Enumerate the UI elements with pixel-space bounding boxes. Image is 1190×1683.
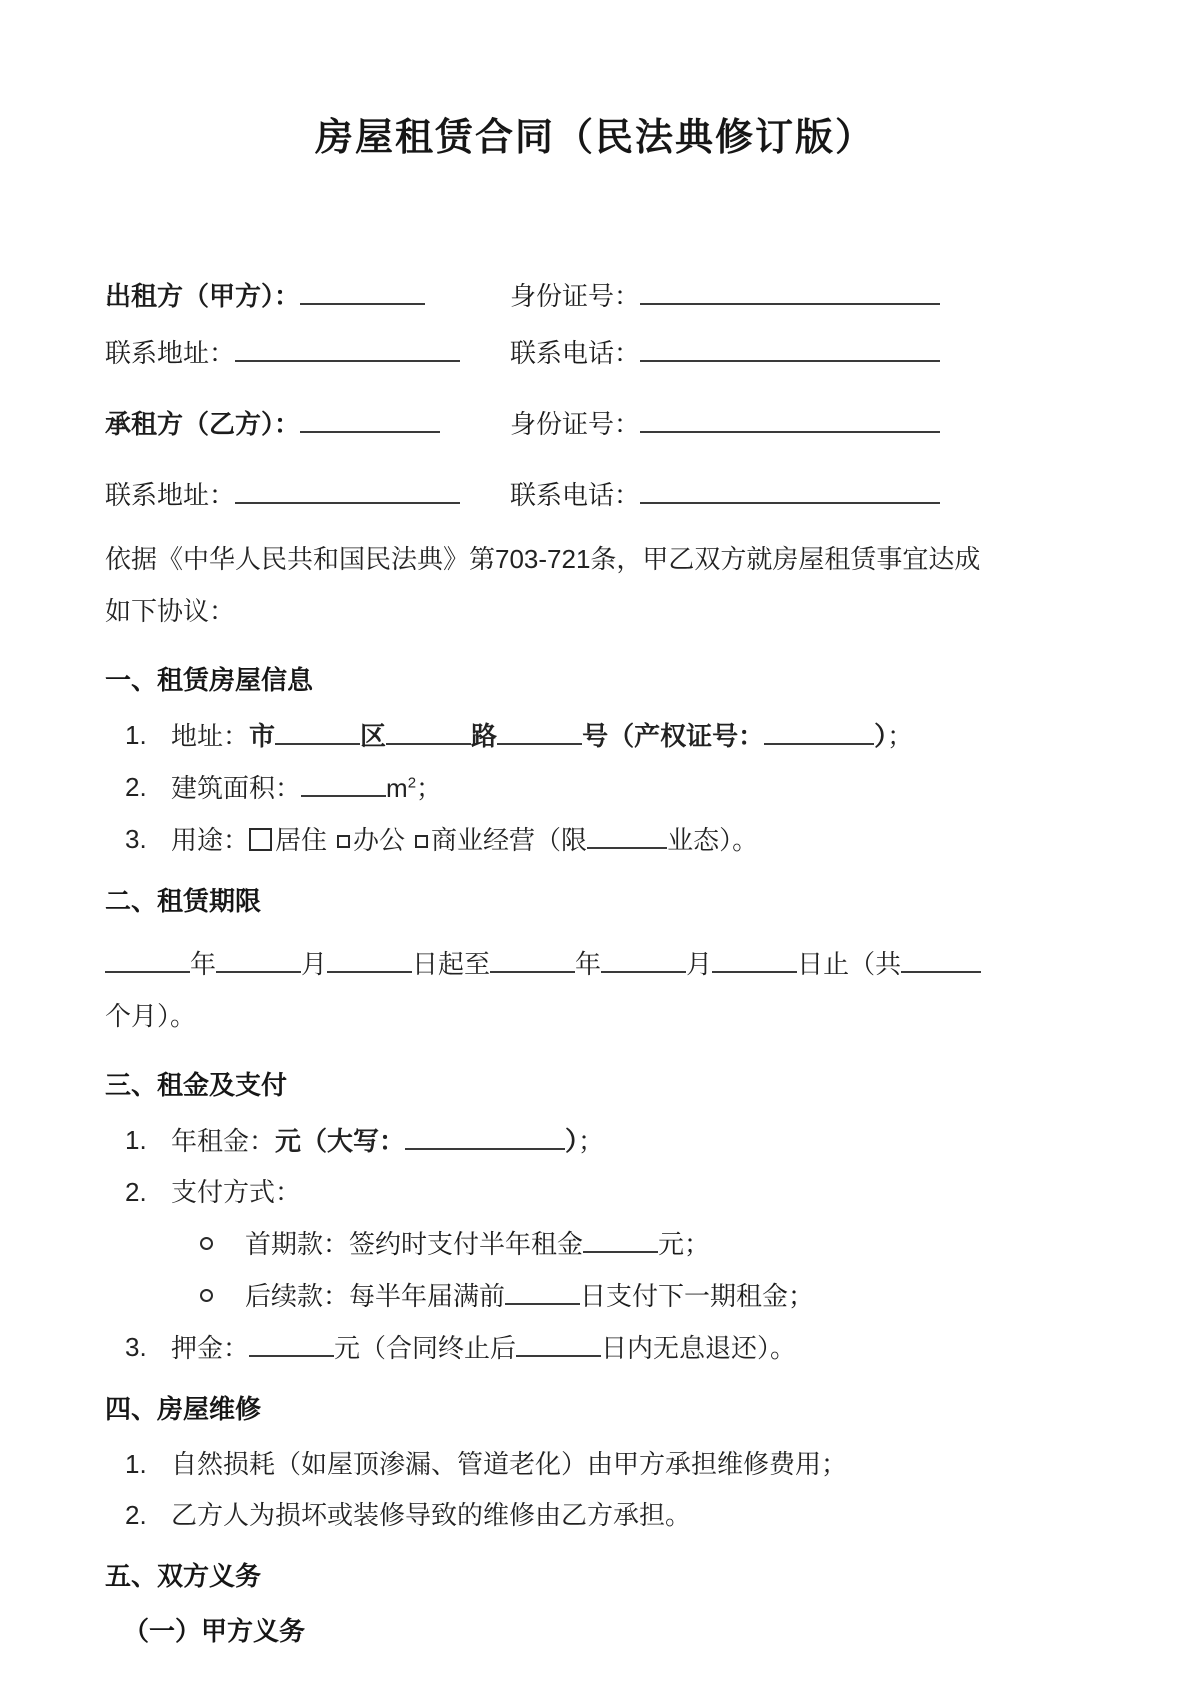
tenant-damage-text: 乙方人为损坏或装修导致的维修由乙方承担。 bbox=[171, 1500, 692, 1530]
lessee-contact-row bbox=[105, 476, 1085, 512]
lessor-id-group bbox=[510, 277, 1085, 313]
section5-heading: 五、双方义务 bbox=[105, 1561, 262, 1591]
payment-method-item bbox=[105, 1174, 1085, 1210]
lease-term-paragraph bbox=[105, 938, 1085, 1042]
deed-number-blank-field bbox=[764, 717, 874, 745]
section1-heading: 一、租赁房屋信息 bbox=[105, 665, 314, 695]
item-number: 3. bbox=[125, 1332, 147, 1362]
item-number: 2. bbox=[125, 1500, 147, 1530]
deposit-item-text bbox=[171, 1329, 1085, 1366]
section4-heading: 四、房屋维修 bbox=[105, 1394, 262, 1424]
lessee-name-group bbox=[105, 405, 510, 441]
annual-rent-item-text bbox=[171, 1122, 1085, 1159]
usage-label: 用途： bbox=[171, 825, 250, 855]
month-label: 月 bbox=[301, 949, 328, 979]
end-year-blank-field bbox=[490, 945, 575, 973]
road-label: 路 bbox=[471, 721, 498, 751]
end-month-blank-field bbox=[601, 945, 686, 973]
preamble-line2: 如下协议： bbox=[105, 596, 236, 626]
address-item-text bbox=[171, 717, 1085, 754]
item-number: 1. bbox=[125, 1449, 147, 1479]
lessee-phone-group bbox=[510, 476, 1085, 512]
first-payment-text: 首期款：签约时支付半年租金 bbox=[245, 1229, 584, 1259]
section3-heading: 三、租金及支付 bbox=[105, 1070, 288, 1100]
contract-title: 房屋租赁合同（民法典修订版） bbox=[314, 117, 875, 159]
annual-rent-item bbox=[105, 1122, 1085, 1159]
annual-rent-label: 年租金： bbox=[171, 1126, 276, 1156]
party-a-obligations-subheading: （一）甲方义务 bbox=[123, 1616, 306, 1646]
first-payment-end: 元； bbox=[658, 1229, 711, 1259]
area-unit-superscript: 2 bbox=[407, 774, 417, 792]
lessor-label: 出租方（甲方）： bbox=[105, 281, 301, 311]
payment-method-label: 支付方式： bbox=[171, 1177, 302, 1207]
area-item bbox=[105, 769, 1085, 806]
address-item bbox=[105, 717, 1085, 754]
deposit-mid-text: 元（合同终止后 bbox=[334, 1333, 517, 1363]
lessor-name-blank-field bbox=[300, 277, 425, 305]
tenant-damage-item bbox=[105, 1497, 1085, 1533]
semicolon: ； bbox=[578, 1126, 605, 1156]
business-type-blank-field bbox=[587, 821, 667, 849]
item-number: 3. bbox=[125, 824, 147, 854]
usage-option-residence: 居住 bbox=[275, 825, 328, 855]
checkbox-office-icon bbox=[337, 835, 350, 848]
usage-item-text bbox=[171, 821, 1085, 858]
start-to-label: 日起至 bbox=[412, 949, 491, 979]
semicolon: ； bbox=[887, 721, 914, 751]
item-number: 1. bbox=[125, 720, 147, 750]
city-label: 市 bbox=[249, 721, 276, 751]
year-label: 年 bbox=[575, 949, 602, 979]
first-payment-subitem bbox=[105, 1225, 1085, 1262]
usage-item bbox=[105, 821, 1085, 858]
first-payment-blank-field bbox=[583, 1225, 658, 1253]
usage-option-commercial-end: 业态）。 bbox=[667, 825, 759, 855]
end-day-blank-field bbox=[712, 945, 797, 973]
lessor-phone-group bbox=[510, 334, 1085, 370]
party-spacer bbox=[105, 391, 1085, 405]
deposit-amount-blank-field bbox=[249, 1329, 334, 1357]
area-unit: m bbox=[386, 773, 408, 803]
subsequent-payment-end: 日支付下一期租金； bbox=[580, 1281, 815, 1311]
lessee-address-blank-field bbox=[235, 476, 460, 504]
close-paren: ） bbox=[565, 1126, 579, 1156]
close-paren: ） bbox=[874, 721, 888, 751]
address-label: 地址： bbox=[171, 721, 250, 751]
lessee-id-label: 身份证号： bbox=[510, 409, 641, 439]
checkbox-residence-icon bbox=[249, 828, 272, 851]
item-number: 2. bbox=[125, 772, 147, 802]
lessee-label: 承租方（乙方）： bbox=[105, 409, 301, 439]
natural-wear-text: 自然损耗（如屋顶渗漏、管道老化）由甲方承担维修费用； bbox=[171, 1449, 848, 1479]
end-total-label: 日止（共 bbox=[797, 949, 902, 979]
subsequent-payment-blank-field bbox=[505, 1277, 580, 1305]
road-blank-field bbox=[497, 717, 582, 745]
rent-capital-blank-field bbox=[405, 1122, 565, 1150]
section2-heading: 二、租赁期限 bbox=[105, 886, 262, 916]
lessor-phone-label: 联系电话： bbox=[510, 338, 641, 368]
lessor-address-blank-field bbox=[235, 334, 460, 362]
party-spacer bbox=[105, 462, 1085, 476]
subsequent-payment-text: 后续款：每半年届满前 bbox=[245, 1281, 506, 1311]
rent-capital-label: 元（大写： bbox=[275, 1126, 406, 1156]
deposit-label: 押金： bbox=[171, 1333, 250, 1363]
first-payment-text-group bbox=[245, 1225, 710, 1262]
district-label: 区 bbox=[360, 721, 387, 751]
subsequent-payment-subitem bbox=[105, 1277, 1085, 1314]
lessor-id-label: 身份证号： bbox=[510, 281, 641, 311]
natural-wear-item bbox=[105, 1446, 1085, 1482]
months-suffix: 个月）。 bbox=[105, 1001, 197, 1031]
month-label: 月 bbox=[686, 949, 713, 979]
area-item-text bbox=[171, 769, 1085, 806]
preamble-line1: 依据《中华人民共和国民法典》第703-721条，甲乙双方就房屋租赁事宜达成 bbox=[105, 544, 981, 574]
deposit-days-blank-field bbox=[516, 1329, 601, 1357]
district-blank-field bbox=[386, 717, 471, 745]
number-deed-label: 号（产权证号： bbox=[582, 721, 765, 751]
deposit-item bbox=[105, 1329, 1085, 1366]
deposit-end-text: 日内无息退还）。 bbox=[601, 1333, 797, 1363]
lessor-name-group bbox=[105, 277, 510, 313]
lessor-contact-row bbox=[105, 334, 1085, 370]
lessee-row bbox=[105, 405, 1085, 441]
lessee-phone-label: 联系电话： bbox=[510, 480, 641, 510]
year-label: 年 bbox=[190, 949, 217, 979]
semicolon: ； bbox=[416, 773, 443, 803]
total-months-blank-field bbox=[901, 945, 981, 973]
lessor-row bbox=[105, 277, 1085, 313]
lessee-address-group bbox=[105, 476, 510, 512]
usage-option-office: 办公 bbox=[353, 825, 406, 855]
lessor-phone-blank-field bbox=[640, 334, 940, 362]
start-month-blank-field bbox=[216, 945, 301, 973]
lessee-id-group bbox=[510, 405, 1085, 441]
area-blank-field bbox=[301, 769, 386, 797]
item-number: 1. bbox=[125, 1125, 147, 1155]
start-day-blank-field bbox=[327, 945, 412, 973]
lessee-phone-blank-field bbox=[640, 476, 940, 504]
lessee-address-label: 联系地址： bbox=[105, 480, 236, 510]
lessee-name-blank-field bbox=[300, 405, 440, 433]
preamble-paragraph bbox=[105, 533, 1085, 637]
circle-bullet-icon bbox=[200, 1289, 213, 1302]
lessee-id-blank-field bbox=[640, 405, 940, 433]
usage-option-commercial: 商业经营（限 bbox=[431, 825, 588, 855]
item-number: 2. bbox=[125, 1177, 147, 1207]
city-blank-field bbox=[275, 717, 360, 745]
area-label: 建筑面积： bbox=[171, 773, 302, 803]
lessor-address-label: 联系地址： bbox=[105, 338, 236, 368]
circle-bullet-icon bbox=[200, 1237, 213, 1250]
start-year-blank-field bbox=[105, 945, 190, 973]
subsequent-payment-text-group bbox=[245, 1277, 814, 1314]
checkbox-commercial-icon bbox=[415, 835, 428, 848]
lessor-id-blank-field bbox=[640, 277, 940, 305]
lessor-address-group bbox=[105, 334, 510, 370]
